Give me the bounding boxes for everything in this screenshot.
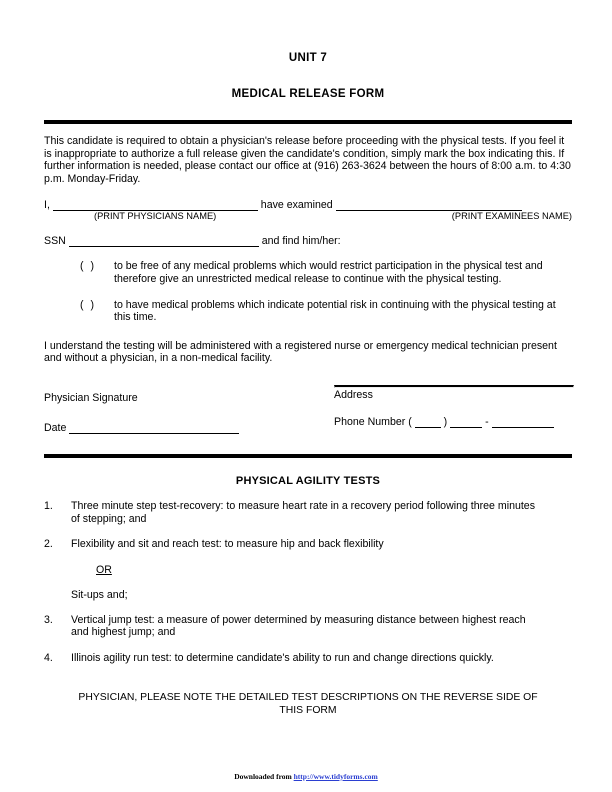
test-number: 2. [44, 538, 53, 551]
checkbox-has-problems[interactable]: ( ) [80, 298, 96, 311]
form-content [44, 0, 572, 717]
understanding-paragraph: I understand the testing will be administered with a registered nurse or emergency medical technician present and without a physician, in a non-medical facility. [44, 339, 557, 365]
option-label-free-of-problems: to be free of any medical problems which would restrict participation in the physical test and therefore give an unrestricted medical release to continue with the physical testing. [114, 260, 543, 285]
ssn-field[interactable] [69, 235, 259, 247]
list-item [44, 500, 572, 525]
list-item [44, 614, 572, 639]
footer-prefix-label: Downloaded from [234, 772, 294, 781]
test-description: Vertical jump test: a measure of power determined by measuring distance between highest reach and highest jump; and [71, 613, 526, 639]
test-description: Flexibility and sit and reach test: to measure hip and back flexibility [71, 538, 384, 551]
phone-close-paren: ) [443, 415, 448, 428]
agility-section-heading: PHYSICAL AGILITY TESTS [235, 474, 381, 487]
signature-right-column [334, 385, 572, 428]
intro-paragraph: This candidate is required to obtain a physician's release before proceeding with the physical tests. If you feel it is inappropriate to authorize a full release given the candidate's condition, simply mark the box indicating this. If further information is needed, please contact our office at (916) 263-3624 between the hours of 8:00 a.m. to 4:30 p.m. Monday-Friday. [44, 135, 571, 185]
test-number: 4. [44, 651, 53, 664]
option-row[interactable] [44, 299, 572, 324]
date-row [44, 422, 334, 434]
phone-prefix-field[interactable] [450, 417, 482, 428]
option-label-has-problems: to have medical problems which indicate potential risk in continuing with the physical testing at this time. [114, 298, 556, 324]
or-divider [44, 564, 572, 576]
situps-alternative: Sit-ups and; [71, 588, 128, 601]
phone-dash: - [485, 415, 489, 428]
signature-block [44, 385, 572, 443]
ssn-label: SSN [44, 235, 66, 248]
examinee-name-field[interactable] [336, 199, 522, 211]
unit-title: UNIT 7 [288, 52, 328, 64]
test-description: Illinois agility run test: to determine candidate's ability to run and change directions quickly. [71, 651, 494, 664]
physician-signature-label: Physician Signature [44, 391, 138, 404]
phone-line-number-field[interactable] [492, 417, 554, 428]
date-field[interactable] [69, 422, 239, 434]
footer-watermark [0, 772, 612, 781]
checkbox-free-of-problems[interactable]: ( ) [80, 260, 96, 273]
footer-source-link[interactable]: http://www.tidyforms.com [293, 772, 378, 781]
test-number: 3. [44, 613, 53, 626]
physician-name-field[interactable] [53, 199, 258, 211]
name-caption-row [44, 211, 572, 223]
list-item [44, 652, 572, 665]
option-row[interactable] [44, 260, 572, 285]
address-label: Address [334, 388, 373, 401]
phone-number-label: Phone Number [334, 415, 406, 428]
examinee-name-caption: (PRINT EXAMINEES NAME) [451, 211, 572, 222]
test-number: 1. [44, 499, 53, 512]
find-suffix-label: and find him/her: [261, 235, 341, 248]
phone-area-code-field[interactable] [415, 417, 441, 428]
agility-section-divider-rule [44, 454, 572, 458]
physician-name-caption: (PRINT PHYSICIANS NAME) [94, 211, 217, 222]
page-title: MEDICAL RELEASE FORM [231, 88, 385, 100]
date-label: Date [44, 421, 67, 434]
phone-number-row [334, 416, 572, 428]
closing-note: PHYSICIAN, PLEASE NOTE THE DETAILED TEST DESCRIPTIONS ON THE REVERSE SIDE OF THIS FORM [78, 691, 538, 716]
list-item [44, 538, 572, 551]
header-divider-rule [44, 120, 572, 124]
phone-open-paren: ( [408, 415, 412, 428]
test-description: Three minute step test-recovery: to measure heart rate in a recovery period following three minutes of stepping; and [71, 499, 535, 525]
examination-row [44, 199, 572, 211]
ssn-row [44, 235, 572, 247]
or-label: OR [96, 563, 112, 576]
examination-lead-in: I, [44, 199, 50, 212]
have-examined-label: have examined [260, 199, 333, 212]
signature-left-column [44, 385, 334, 434]
